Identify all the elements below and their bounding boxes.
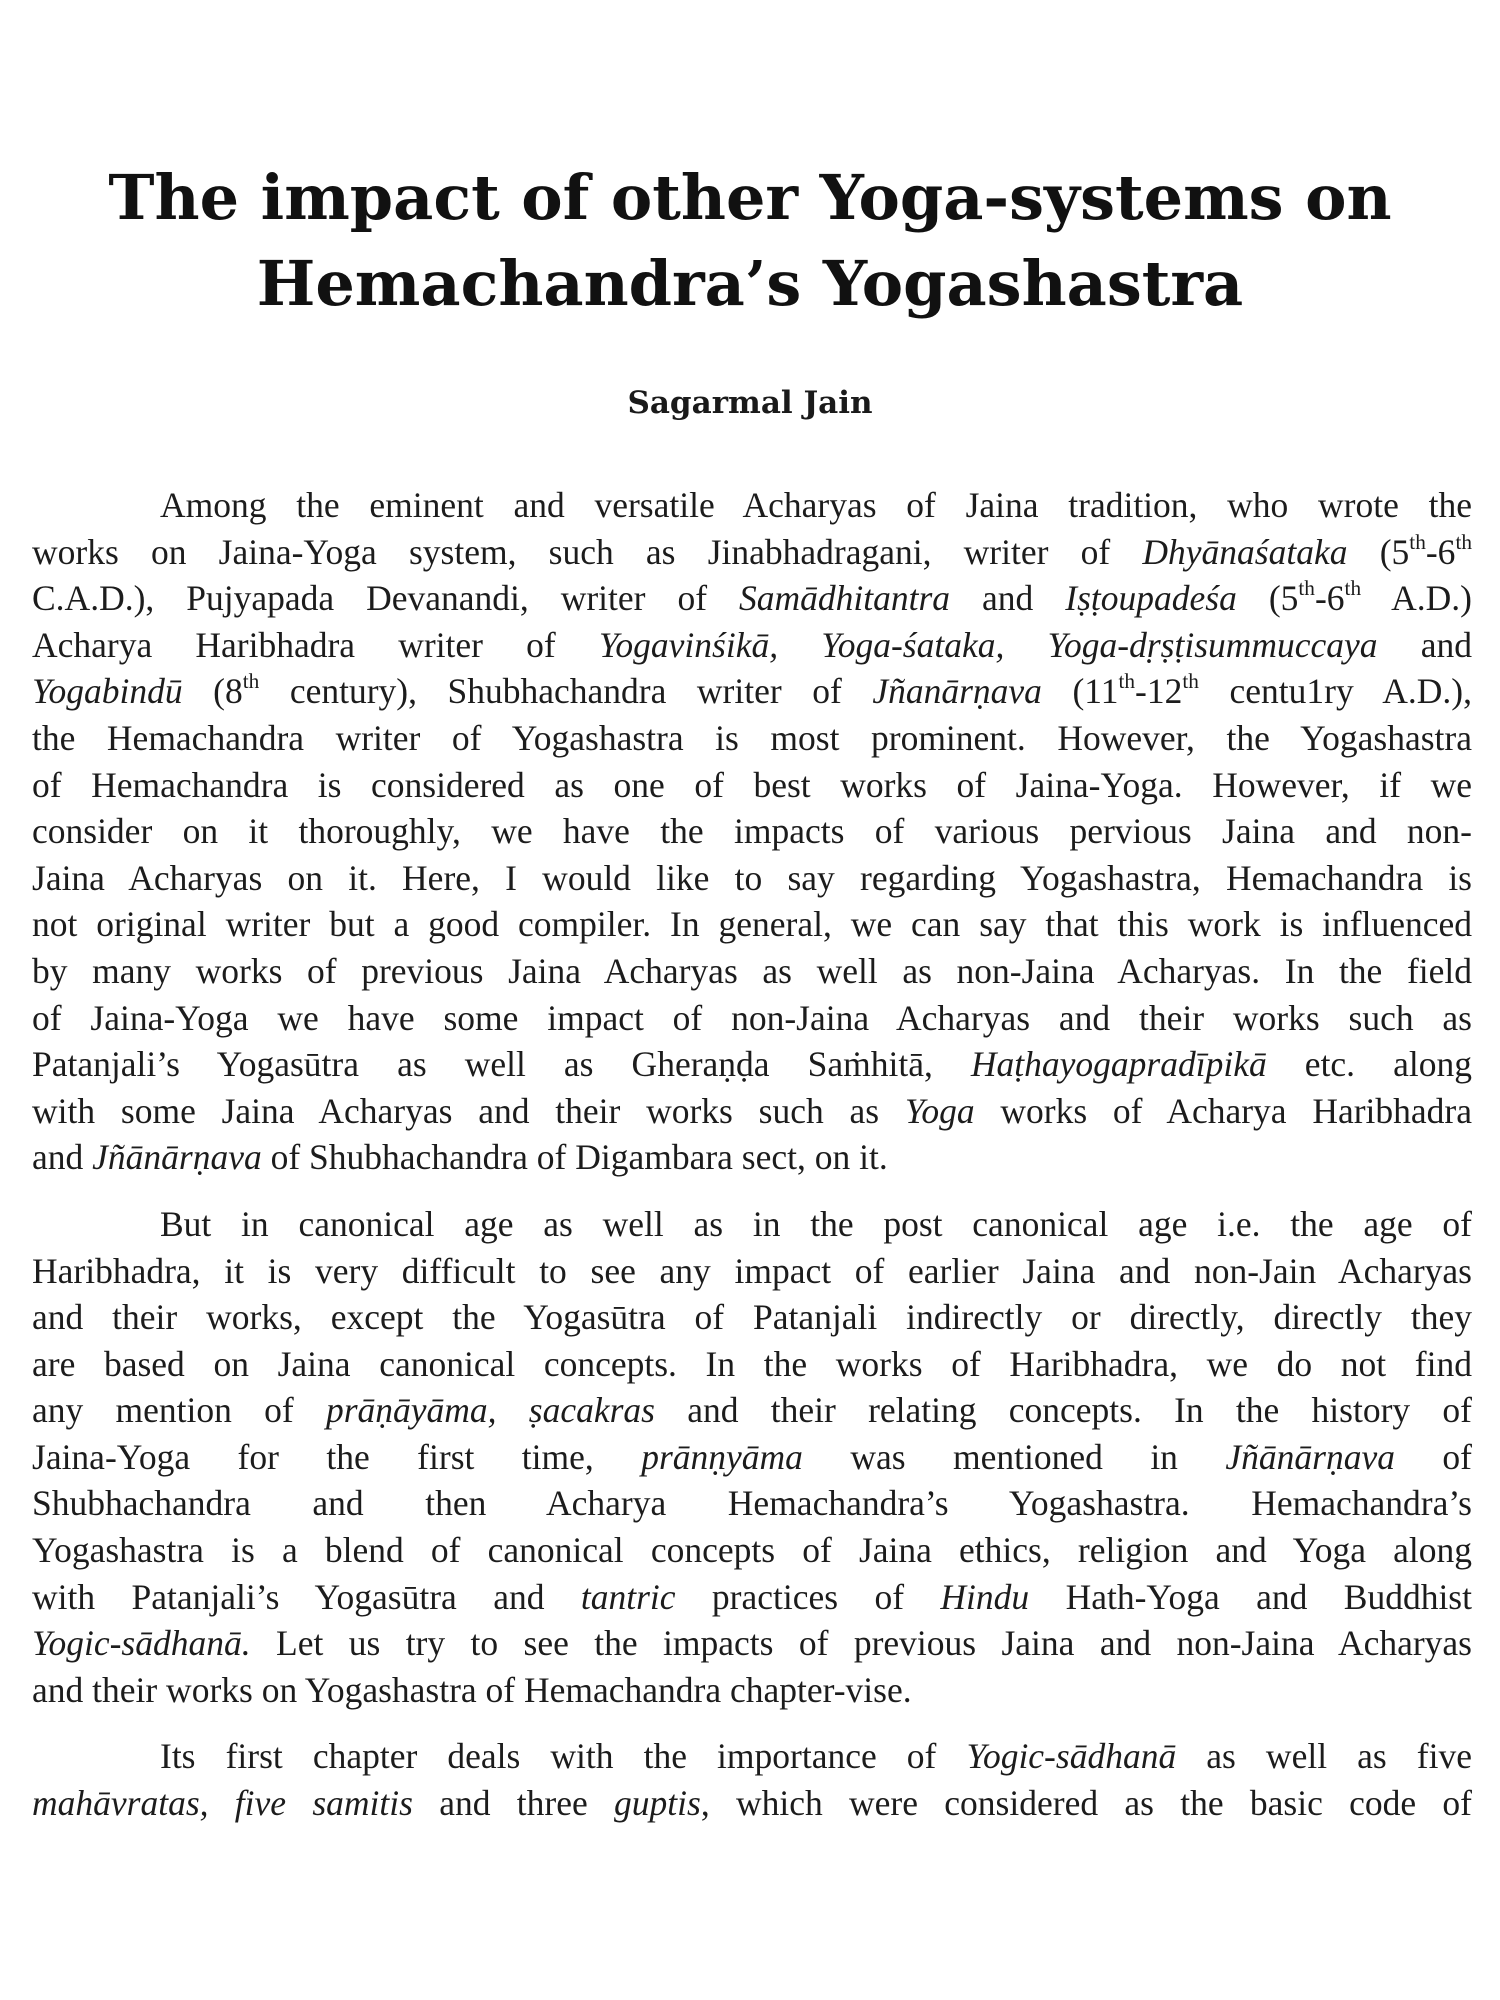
article-author: Sagarmal Jain <box>627 385 873 421</box>
text-line <box>32 715 1472 762</box>
paragraph-1 <box>32 482 1472 1181</box>
text-line <box>32 1620 1472 1667</box>
text-line <box>32 1733 1472 1780</box>
text-line <box>32 901 1472 948</box>
text-run: (5 <box>1347 531 1410 572</box>
italic-term: mahāvratas, five samitis <box>32 1783 413 1824</box>
superscript: th <box>1344 576 1362 601</box>
text-line <box>32 1780 1472 1827</box>
text-run: the Hemachandra writer of Yogashastra is most prominent. However, the Yogashastra <box>32 717 1472 758</box>
text-run: But in canonical age as well as in the post canonical age i.e. the age of <box>160 1203 1472 1244</box>
italic-term: Yogic-sādhanā <box>966 1736 1177 1777</box>
text-run: with some Jaina Acharyas and their works such as <box>32 1090 905 1131</box>
text-run: with Patanjali’s Yogasūtra and <box>32 1576 581 1617</box>
text-run: Haribhadra, it is very difficult to see any impact of earlier Jaina and non-Jain Acharyas <box>32 1250 1472 1291</box>
text-run: as well as five <box>1176 1736 1472 1777</box>
text-run: Its first chapter deals with the importance of <box>160 1736 967 1777</box>
text-run: not original writer but a good compiler. In general, we can say that this work is influenced <box>32 904 1472 945</box>
text-line <box>32 855 1472 902</box>
text-run: (8 <box>182 671 243 712</box>
text-line <box>32 762 1472 809</box>
text-line <box>32 1387 1472 1434</box>
text-run: works on Jaina-Yoga system, such as Jinabhadragani, writer of <box>32 531 1143 572</box>
text-line <box>32 948 1472 995</box>
text-line <box>32 1480 1472 1527</box>
text-line <box>32 529 1472 576</box>
text-line <box>32 808 1472 855</box>
text-line <box>32 622 1472 669</box>
text-line <box>32 1248 1472 1295</box>
text-line <box>32 1201 1472 1248</box>
text-run: of Jaina-Yoga we have some impact of non-Jaina Acharyas and their works such as <box>32 997 1472 1038</box>
text-run: C.A.D.), Pujyapada Devanandi, writer of <box>32 578 739 619</box>
italic-term: Yoga <box>904 1090 975 1131</box>
text-run: (5 <box>1236 578 1299 619</box>
superscript: th <box>1298 576 1315 601</box>
text-line <box>32 1088 1472 1135</box>
text-run: -12 <box>1135 671 1183 712</box>
text-run: Jaina Acharyas on it. Here, I would like to say regarding Yogashastra, Hemachandra is <box>32 857 1472 898</box>
text-line <box>32 1574 1472 1621</box>
text-line <box>32 1041 1472 1088</box>
text-run: Acharya Haribhadra writer of <box>32 624 599 665</box>
text-run: and <box>1377 624 1472 665</box>
italic-term: Jñanārṇava <box>872 671 1042 712</box>
italic-term: guptis <box>614 1783 701 1824</box>
text-run: Patanjali’s Yogasūtra as well as Gheraṇḍa Saṁhitā, <box>32 1044 971 1085</box>
italic-term: prānṇyāma <box>641 1436 803 1477</box>
text-line <box>32 1434 1472 1481</box>
text-run: Yogashastra is a blend of canonical concepts of Jaina ethics, religion and Yoga along <box>32 1530 1472 1571</box>
superscript: th <box>1118 669 1136 694</box>
italic-term: Yogabindū <box>32 671 183 712</box>
text-run: century), Shubhachandra writer of <box>259 671 873 712</box>
text-line <box>32 1134 1472 1181</box>
italic-term: Yogic-sādhanā. <box>32 1623 251 1664</box>
text-run: and their works on Yogashastra of Hemachandra chapter-vise. <box>32 1669 912 1710</box>
italic-term: Iṣṭoupadeśa <box>1065 578 1237 619</box>
text-run: -6 <box>1314 578 1345 619</box>
article-title <box>60 155 1440 327</box>
italic-term: prāṇāyāma, ṣacakras <box>325 1390 656 1431</box>
text-run: -6 <box>1425 531 1456 572</box>
text-line <box>32 1527 1472 1574</box>
article-title-line-1: The impact of other Yoga-systems on <box>108 161 1392 234</box>
text-line <box>32 1667 1472 1714</box>
italic-term: Haṭhayogapradīpikā <box>970 1044 1267 1085</box>
italic-term: Hindu <box>940 1576 1030 1617</box>
article-title-line-2: Hemachandra’s Yogashastra <box>256 247 1244 320</box>
text-line <box>32 575 1472 622</box>
text-run: (11 <box>1041 671 1119 712</box>
text-run: etc. along <box>1266 1044 1473 1085</box>
paragraph-3 <box>32 1733 1472 1826</box>
text-run: Among the eminent and versatile Acharyas of Jaina tradition, who wrote the <box>160 485 1472 525</box>
paragraph-2 <box>32 1201 1472 1714</box>
italic-term: Jñānārṇava <box>92 1137 262 1178</box>
text-line <box>32 995 1472 1042</box>
text-run: and <box>32 1137 93 1178</box>
text-run: Hath-Yoga and Buddhist <box>1029 1576 1472 1617</box>
italic-term: Jñānārṇava <box>1225 1436 1395 1477</box>
text-run: , which were considered as the basic code of <box>700 1783 1472 1824</box>
text-run: practices of <box>675 1576 941 1617</box>
italic-term: tantric <box>580 1576 676 1617</box>
text-run: by many works of previous Jaina Acharyas as well as non-Jaina Acharyas. In the field <box>32 950 1472 991</box>
text-run: and their relating concepts. In the history of <box>655 1390 1473 1431</box>
text-run: Jaina-Yoga for the first time, <box>32 1436 642 1477</box>
text-run: of <box>1394 1436 1472 1477</box>
italic-term: Dhyānaśataka <box>1142 531 1348 572</box>
text-line <box>32 482 1472 529</box>
text-run: and three <box>412 1783 615 1824</box>
text-run: centu1ry A.D.), <box>1198 671 1472 712</box>
text-run: Shubhachandra and then Acharya Hemachandra’s Yogashastra. Hemachandra’s <box>32 1483 1472 1524</box>
superscript: th <box>242 669 260 694</box>
text-run: consider on it thoroughly, we have the impacts of various pervious Jaina and non- <box>32 811 1472 852</box>
text-run: Let us try to see the impacts of previous Jaina and non-Jaina Acharyas <box>250 1623 1472 1664</box>
article-body <box>32 482 1472 1827</box>
text-line <box>32 668 1472 715</box>
italic-term: Yogavinśikā, Yoga-śataka, Yoga-dṛṣṭisummuccaya <box>598 624 1378 665</box>
text-run: and their works, except the Yogasūtra of Patanjali indirectly or directly, directly they <box>32 1297 1472 1338</box>
text-run: are based on Jaina canonical concepts. In the works of Haribhadra, we do not find <box>32 1343 1472 1384</box>
text-run: of Hemachandra is considered as one of best works of Jaina-Yoga. However, if we <box>32 764 1472 805</box>
superscript: th <box>1409 529 1426 554</box>
text-run: A.D.) <box>1361 578 1472 619</box>
text-run: works of Acharya Haribhadra <box>974 1090 1472 1131</box>
text-run: and <box>950 578 1066 619</box>
text-run: of Shubhachandra of Digambara sect, on it. <box>261 1137 888 1178</box>
text-line <box>32 1341 1472 1388</box>
text-run: was mentioned in <box>802 1436 1226 1477</box>
text-run: any mention of <box>32 1390 326 1431</box>
italic-term: Samādhitantra <box>739 578 951 619</box>
superscript: th <box>1182 669 1199 694</box>
text-line <box>32 1294 1472 1341</box>
superscript: th <box>1455 529 1473 554</box>
